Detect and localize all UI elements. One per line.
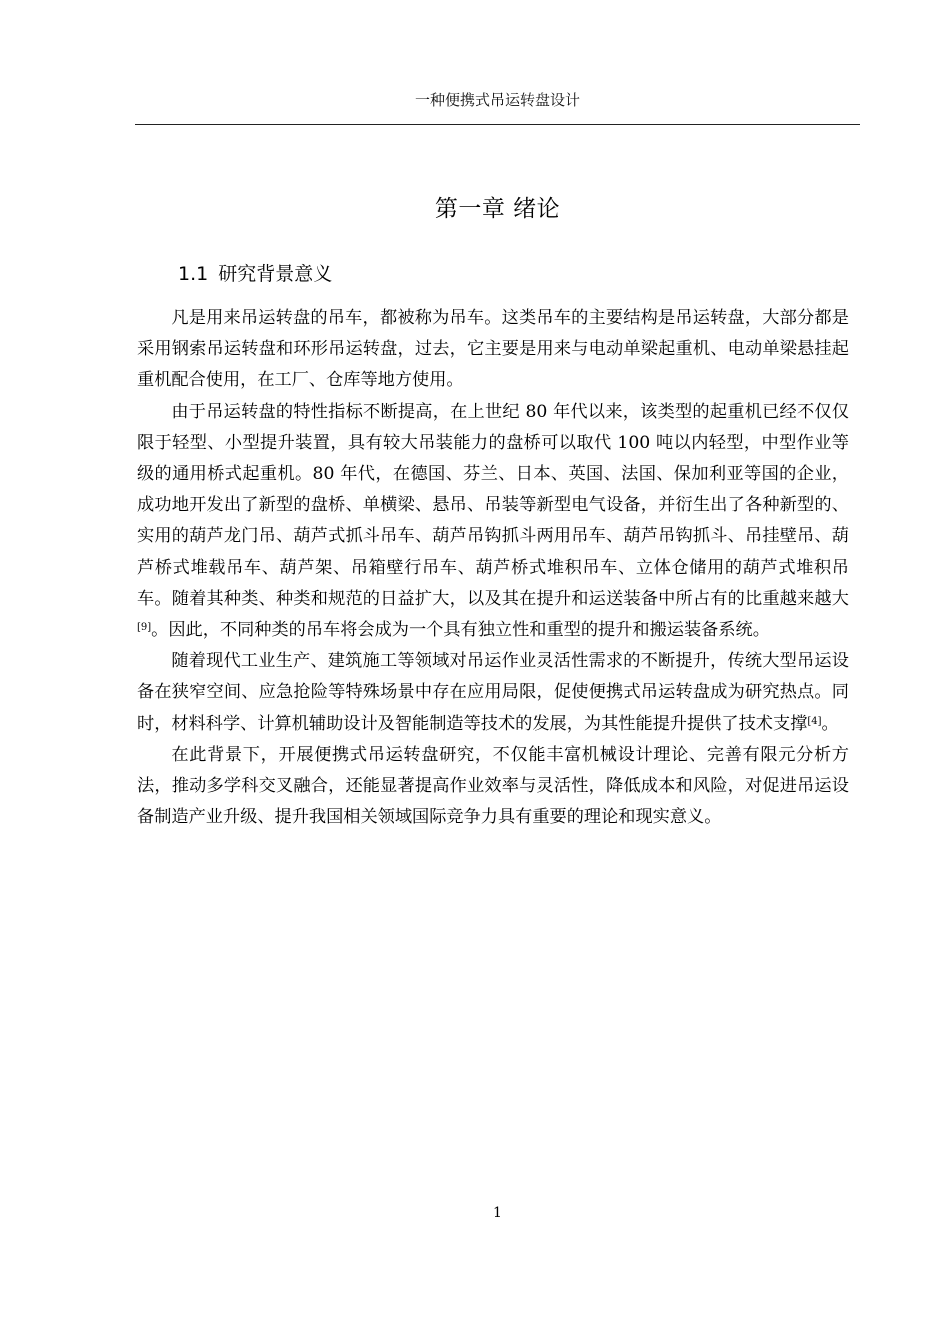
paragraph-3: [137, 646, 849, 740]
paragraph-4: 在此背景下，开展便携式吊运转盘研究，不仅能丰富机械设计理论、完善有限元分析方法，推动多学科交叉融合，还能显著提高作业效率与灵活性，降低成本和风险，对促进吊运设备制造产业升级、提升我国相关领域国际竞争力具有重要的理论和现实意义。: [137, 744, 849, 828]
chapter-title: 第一章 绪论: [434, 196, 561, 223]
paragraph-2: [137, 397, 849, 647]
body-text: [137, 303, 849, 833]
running-header: 一种便携式吊运转盘设计: [414, 91, 580, 109]
paragraph-2-text-end: 。因此，不同种类的吊车将会成为一个具有独立性和重型的提升和搬运装备系统。: [151, 620, 770, 641]
paragraph-1: 凡是用来吊运转盘的吊车，都被称为吊车。这类吊车的主要结构是吊运转盘，大部分都是采用钢索吊运转盘和环形吊运转盘，过去，它主要是用来与电动单梁起重机、电动单梁悬挂起重机配合使用，在工厂、仓库等地方使用。: [137, 308, 849, 391]
citation-ref: [9]: [137, 622, 152, 634]
paragraph-3-text: 随着现代工业生产、建筑施工等领域对吊运作业灵活性需求的不断提升，传统大型吊运设备在狭窄空间、应急抢险等特殊场景中存在应用局限，促使便携式吊运转盘成为研究热点。同时，材料科学、计算机辅助设计及智能制造等技术的发展，为其性能提升提供了技术支撑: [137, 651, 849, 734]
citation-ref: [4]: [807, 715, 822, 727]
page-number: 1: [493, 1205, 502, 1221]
paragraph-3-text-end: 。: [821, 713, 839, 734]
section-number: 1.1: [178, 263, 209, 285]
paragraph-2-text: 由于吊运转盘的特性指标不断提高，在上世纪 80 年代以来，该类型的起重机已经不仅仅限于轻型、小型提升装置，具有较大吊装能力的盘桥可以取代 100 吨以内轻型，中型作业等级的通用桥式起重机。80 年代，在德国、芬兰、日本、英国、法国、保加利亚等国的企业，成功地开发出了新型的盘桥、单横梁、悬吊、吊装等新型电气设备，并衍生出了各种新型的、实用的葫芦龙门吊、葫芦式抓斗吊车、葫芦吊钩抓斗两用吊车、葫芦吊钩抓斗、吊挂壁吊、葫芦桥式堆载吊车、葫芦架、吊箱壁行吊车、葫芦桥式堆积吊车、立体仓储用的葫芦式堆积吊车。随着其种类、种类和规范的日益扩大，以及其在提升和运送装备中所占有的比重越来越大: [137, 401, 849, 609]
section-heading: [178, 261, 332, 287]
section-title: 研究背景意义: [218, 263, 333, 285]
header-divider: [135, 124, 860, 125]
